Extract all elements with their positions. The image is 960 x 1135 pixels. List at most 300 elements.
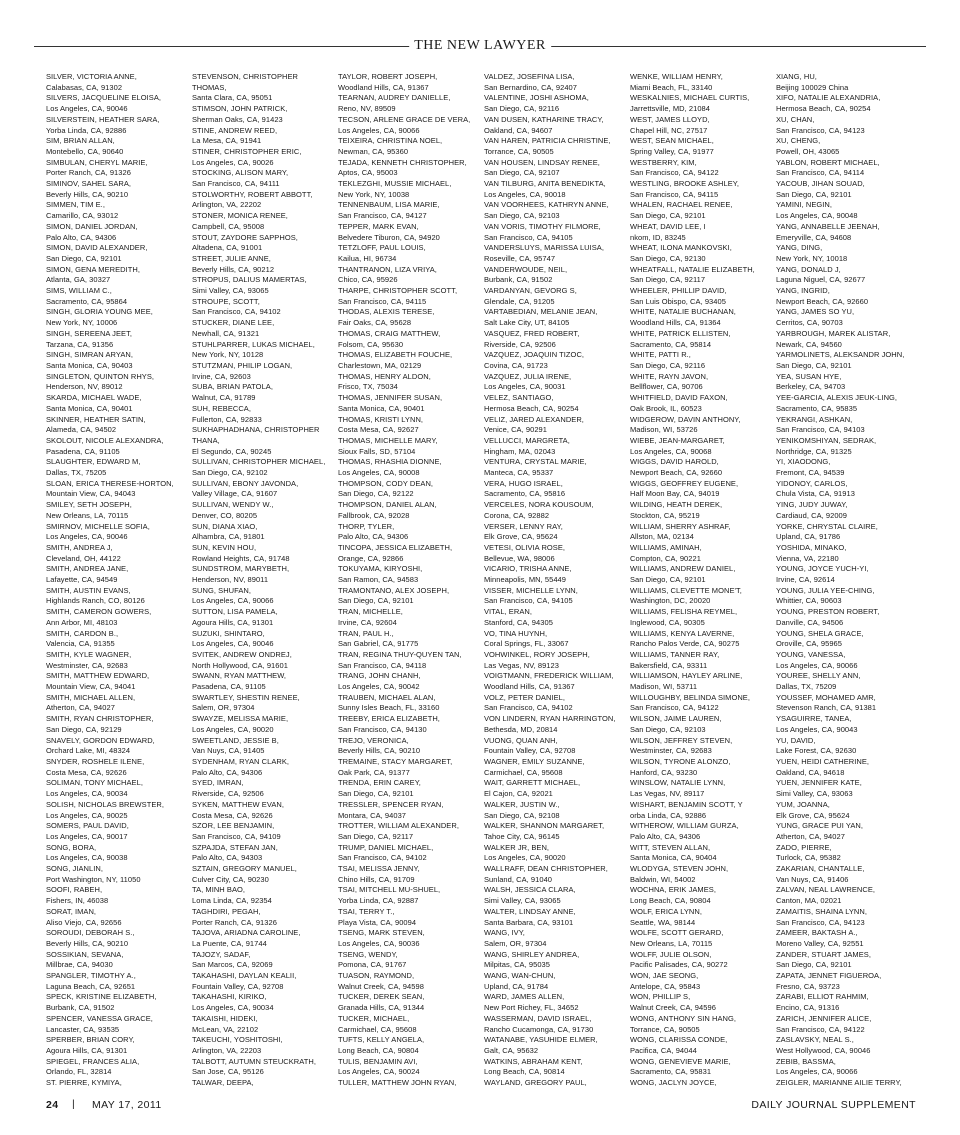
listing-entry	[338, 607, 478, 628]
entry-name: THOMAS, MICHELLE MARY,	[338, 435, 438, 445]
listing-entry	[192, 950, 332, 971]
listing-entry	[192, 650, 332, 671]
page-footer	[46, 1099, 916, 1113]
entry-location: San Gabriel, CA, 91775	[338, 639, 419, 649]
entry-location	[484, 1089, 624, 1090]
entry-name: SIMBULAN, CHERYL MARIE,	[46, 157, 148, 167]
entry-name: WALTER, LINDSAY ANNE,	[484, 906, 576, 916]
entry-name: SZTAIN, GREGORY MANUEL,	[192, 864, 297, 874]
entry-location: San Diego, CA, 92101	[338, 596, 414, 606]
entry-location: Sherman Oaks, CA, 91423	[192, 114, 283, 124]
listing-entry	[484, 843, 624, 864]
listing-entry	[776, 179, 916, 200]
entry-name: TAKAHASHI, KIRIKO,	[192, 992, 267, 1002]
listing-entry	[776, 522, 916, 543]
entry-location: San Diego, CA, 92117	[338, 831, 414, 841]
entry-name: TAGHDIRI, PEGAH,	[192, 906, 261, 916]
entry-name: SUNG, SHUFAN,	[192, 585, 251, 595]
listing-entry	[338, 564, 478, 585]
listing-entry	[776, 907, 916, 928]
listing-entry	[484, 736, 624, 757]
listing-entry	[338, 864, 478, 885]
entry-location: San Diego, CA, 92130	[630, 253, 706, 263]
entry-location: San Diego, CA, 92103	[484, 211, 560, 221]
entry-name: VELEZ, SANTIAGO,	[484, 393, 554, 403]
entry-name: TULLER, MATTHEW JOHN RYAN,	[338, 1078, 457, 1088]
listing-entry	[338, 885, 478, 906]
entry-name: WATKINS, ABRAHAM KENT,	[484, 1056, 583, 1066]
entry-location: Bellflower, CA, 90706	[630, 382, 703, 392]
entry-location: Lake Forest, CA, 92630	[776, 746, 857, 756]
entry-name: SIMINOV, SAHEL SARA,	[46, 179, 132, 189]
entry-name: WENKE, WILLIAM HENRY,	[630, 72, 723, 81]
entry-name: THOMPSON, CODY DEAN,	[338, 478, 434, 488]
entry-location: Santa Barbara, CA, 93101	[484, 917, 574, 927]
entry-name: STONER, MONICA RENEE,	[192, 211, 288, 221]
listing-entry	[776, 992, 916, 1013]
entry-name: SWAYZE, MELISSA MARIE,	[192, 714, 289, 724]
entry-name: VAN TILBURG, ANITA BENEDIKTA,	[484, 179, 606, 189]
entry-location: New Orleans, LA, 70115	[46, 510, 129, 520]
entry-name: VAN HOUSEN, LINDSAY RENEE,	[484, 157, 600, 167]
listing-entry	[338, 93, 478, 114]
entry-location: San Jose, CA, 95126	[192, 1067, 264, 1077]
entry-name: WHITE, PATTI R.,	[630, 350, 691, 360]
listing-entry	[338, 714, 478, 735]
listing-entry	[192, 586, 332, 607]
listing-entry	[630, 479, 770, 500]
entry-name: ZAPATA, JENNET FIGUEROA,	[776, 971, 882, 981]
entry-location: Reno, NV, 89509	[338, 104, 396, 114]
listing-entry	[484, 650, 624, 671]
entry-name: SPANGLER, TIMOTHY A.,	[46, 971, 136, 981]
listing-entry	[484, 522, 624, 543]
entry-name: YOUSSEF, MOHAMED AMR,	[776, 692, 876, 702]
footer-separator: |	[72, 1098, 76, 1110]
entry-location: Fountain Valley, CA, 92708	[484, 746, 576, 756]
entry-location: Baldwin, WI, 54002	[630, 874, 696, 884]
entry-name: YANG, DING,	[776, 243, 823, 253]
listing-entry	[46, 500, 186, 521]
entry-location: Tarzana, CA, 91356	[46, 339, 114, 349]
listing-entry	[484, 1014, 624, 1035]
entry-location: San Francisco, CA, 94115	[338, 296, 427, 306]
entry-location: San Francisco, CA, 94118	[338, 660, 427, 670]
listing-entry	[46, 436, 186, 457]
listing-entry	[484, 479, 624, 500]
entry-name: VOLZ, PETER DANIEL,	[484, 692, 565, 702]
entry-name: STINER, CHRISTOPHER ERIC,	[192, 146, 302, 156]
entry-location: Westminster, CA, 92683	[630, 746, 712, 756]
listing-entry	[192, 254, 332, 275]
entry-name: STOCKING, ALISON MARY,	[192, 168, 289, 178]
entry-location: Beverly Hills, CA, 90212	[192, 264, 275, 274]
entry-location: Stevenson Ranch, CA, 91381	[776, 703, 877, 713]
entry-name: SUTTON, LISA PAMELA,	[192, 607, 278, 617]
entry-name-continued: THANA,	[192, 435, 220, 445]
entry-location: El Cajon, CA, 92021	[484, 789, 553, 799]
entry-location: Newport Beach, CA, 92660	[776, 296, 869, 306]
entry-name: YACOUB, JIHAN SOUAD,	[776, 179, 865, 189]
entry-location: Walnut, CA, 91789	[192, 393, 256, 403]
listing-entry	[776, 607, 916, 628]
listing-entry	[484, 500, 624, 521]
entry-location: San Francisco, CA, 94122	[630, 168, 719, 178]
listing-entry	[192, 404, 332, 425]
entry-location: Newport Beach, CA, 92660	[630, 468, 723, 478]
entry-location: Sacramento, CA, 95835	[776, 403, 858, 413]
entry-name: WONG, ANTHONY SIN HANG,	[630, 1013, 737, 1023]
entry-location: Cardiaud, CA, 92009	[776, 510, 847, 520]
entry-location	[338, 1089, 478, 1090]
entry-location: Stanford, CA, 94305	[484, 617, 553, 627]
listing-entry	[484, 992, 624, 1013]
entry-name: VELIZ, JARED ALEXANDER,	[484, 414, 584, 424]
entry-name: SPERBER, BRIAN CORY,	[46, 1035, 135, 1045]
entry-name: ZEBIB, BASSMA,	[776, 1056, 836, 1066]
entry-name: VALDEZ, JOSEFINA LISA,	[484, 72, 575, 81]
masthead-title: THE NEW LAWYER	[409, 38, 551, 54]
listing-entry	[338, 350, 478, 371]
entry-name: WANG, SHIRLEY ANDREA,	[484, 949, 580, 959]
entry-name: WILLOUGHBY, BELINDA SIMONE,	[630, 692, 750, 702]
listing-entry	[484, 93, 624, 114]
entry-name: SUKHAPHADHANA, CHRISTOPHER	[192, 425, 320, 435]
listing-entry	[46, 907, 186, 928]
entry-name: THARPE, CHRISTOPHER SCOTT,	[338, 286, 458, 296]
entry-location: Chino Hills, CA, 91709	[338, 874, 415, 884]
entry-name: YARMOLINETS, ALEKSANDR JOHN,	[776, 350, 905, 360]
entry-name: WONG, JACLYN JOYCE,	[630, 1078, 717, 1088]
listing-entry	[484, 457, 624, 478]
entry-location: Woodland Hills, CA, 91367	[338, 82, 429, 92]
listing-entry	[192, 522, 332, 543]
entry-location: San Luis Obispo, CA, 93405	[630, 296, 726, 306]
listing-entry	[338, 329, 478, 350]
listing-entry	[46, 950, 186, 971]
entry-location: Laguna Beach, CA, 92651	[46, 981, 136, 991]
listing-entry	[338, 928, 478, 949]
entry-name: SIMON, DAVID ALEXANDER,	[46, 243, 148, 253]
entry-name: WHITE, RAYN JAVON,	[630, 371, 709, 381]
listing-entry	[192, 864, 332, 885]
listing-entry	[484, 265, 624, 286]
entry-name: WESTLING, BROOKE ASHLEY,	[630, 179, 740, 189]
entry-location: Laguna Niguel, CA, 92677	[776, 275, 866, 285]
listing-entry	[776, 1014, 916, 1035]
entry-location: Costa Mesa, CA, 92626	[46, 767, 127, 777]
entry-name: SOSSIKIAN, SEVANA,	[46, 949, 124, 959]
listing-entry	[484, 115, 624, 136]
entry-name: ST. PIERRE, KYMIYA,	[46, 1078, 122, 1088]
entry-location: Agoura Hills, CA, 91301	[192, 617, 274, 627]
listing-entry	[630, 564, 770, 585]
listing-entry	[630, 1057, 770, 1078]
entry-name: SYDENHAM, RYAN CLARK,	[192, 757, 290, 766]
entry-location: Coral Springs, FL, 33067	[484, 639, 569, 649]
listing-entry	[338, 522, 478, 543]
entry-name: TRAUBEN, MICHAEL ALAN,	[338, 692, 436, 702]
listing-entry	[776, 265, 916, 286]
entry-name: VITAL, ERAN,	[484, 607, 532, 617]
entry-location: San Francisco, CA, 94123	[776, 125, 865, 135]
entry-location: Aliso Viejo, CA, 92656	[46, 917, 122, 927]
entry-name: YENIKOMSHIYAN, SEDRAK,	[776, 435, 877, 445]
entry-name: ZAMAITIS, SHAINA LYNN,	[776, 906, 867, 916]
entry-name: TRENDA, ERIN CAREY,	[338, 778, 421, 788]
listing-entry	[338, 736, 478, 757]
entry-name: TREMAINE, STACY MARGARET,	[338, 757, 453, 766]
listing-entry	[46, 522, 186, 543]
entry-location: San Diego, CA, 92101	[776, 960, 852, 970]
entry-name: WHEATFALL, NATALIE ELIZABETH,	[630, 264, 755, 274]
entry-name: VAN VOORHEES, KATHRYN ANNE,	[484, 200, 609, 210]
listing-entry	[192, 190, 332, 211]
entry-name: STINE, ANDREW REED,	[192, 125, 278, 135]
listing-entry	[192, 607, 332, 628]
entry-name: SINGH, GLORIA YOUNG MEE,	[46, 307, 153, 317]
entry-name: VON LINDERN, RYAN HARRINGTON,	[484, 714, 616, 724]
entry-location: Millbrae, CA, 94030	[46, 960, 113, 970]
entry-location: Fishers, IN, 46038	[46, 896, 109, 906]
entry-location: San Francisco, CA, 94105	[484, 596, 573, 606]
entry-location: Emeryville, CA, 94608	[776, 232, 852, 242]
entry-name: SOLISH, NICHOLAS BREWSTER,	[46, 799, 164, 809]
entry-location: Bellevue, WA, 98006	[484, 553, 555, 563]
listing-entry	[46, 307, 186, 328]
entry-name: SORAT, IMAN,	[46, 906, 97, 916]
entry-location: Minneapolis, MN, 55449	[484, 575, 566, 585]
entry-location: Costa Mesa, CA, 92626	[192, 810, 273, 820]
listing-entry	[776, 158, 916, 179]
entry-name: WILLIAMS, FELISHA REYMEL,	[630, 607, 738, 617]
entry-name: YSAGUIRRE, TANEA,	[776, 714, 852, 724]
entry-location: San Francisco, CA, 94127	[338, 211, 427, 221]
listing-entry	[338, 650, 478, 671]
entry-location: Rancho Cucamonga, CA, 91730	[484, 1024, 594, 1034]
entry-name: TREEBY, ERICA ELIZABETH,	[338, 714, 440, 724]
listing-entry	[776, 800, 916, 821]
entry-location: Los Angeles, CA, 90042	[338, 682, 420, 692]
listing-entry	[630, 1078, 770, 1090]
entry-name: YOUNG, JOYCE YUCH-YI,	[776, 564, 869, 574]
listing-entry	[46, 971, 186, 992]
listing-entry	[46, 650, 186, 671]
entry-name: TENNENBAUM, LISA MARIE,	[338, 200, 440, 210]
entry-location: San Diego, CA, 92103	[630, 724, 706, 734]
listing-entry	[192, 425, 332, 457]
entry-location: Burbank, CA, 91502	[46, 1003, 115, 1013]
listing-entry	[630, 693, 770, 714]
entry-name: SLOAN, ERICA THERESE-HORTON,	[46, 478, 174, 488]
entry-name: YUNG, GRACE PUI YAN,	[776, 821, 863, 831]
entry-name: WILSON, JAIME LAUREN,	[630, 714, 722, 724]
listing-entry	[484, 543, 624, 564]
entry-name: YUM, JOANNA,	[776, 799, 830, 809]
entry-location: Arlington, VA, 22203	[192, 1045, 262, 1055]
listing-entry	[46, 843, 186, 864]
entry-location: Mountain View, CA, 94041	[46, 682, 136, 692]
listing-entry	[192, 971, 332, 992]
entry-name: TEPPER, MARK EVAN,	[338, 221, 419, 231]
listing-entry	[192, 1078, 332, 1090]
entry-location: Simi Valley, CA, 93065	[484, 896, 561, 906]
entry-name: SMITH, KYLE WAGNER,	[46, 649, 132, 659]
entry-location: Palo Alto, CA, 94306	[46, 232, 117, 242]
listing-entry	[338, 843, 478, 864]
listing-entry	[192, 629, 332, 650]
entry-location: Los Angeles, CA, 90066	[776, 660, 858, 670]
entry-location: Carmichael, CA, 95608	[338, 1024, 417, 1034]
entry-location: San Francisco, CA, 94103	[776, 425, 865, 435]
listing-entry	[484, 286, 624, 307]
entry-location: Woodland Hills, CA, 91364	[630, 318, 721, 328]
listing-entry	[630, 72, 770, 93]
entry-name: WAGNER, EMILY SUZANNE,	[484, 757, 585, 766]
listing-entry	[338, 415, 478, 436]
listing-entry	[630, 200, 770, 221]
entry-name: SIMMEN, TIM E.,	[46, 200, 105, 210]
entry-name: TRAN, PAUL H.,	[338, 628, 394, 638]
entry-location: Atlanta, GA, 30327	[46, 275, 111, 285]
listing-entry	[630, 650, 770, 671]
listing-entry	[484, 671, 624, 692]
entry-location: Van Nuys, CA, 91406	[776, 874, 849, 884]
entry-name: SZOR, LEE BENJAMIN,	[192, 821, 275, 831]
entry-location: Montara, CA, 94037	[338, 810, 407, 820]
entry-location: San Diego, CA, 92101	[776, 360, 852, 370]
entry-location: Pasadena, CA, 91105	[192, 682, 266, 692]
entry-name: WEST, SEAN MICHAEL,	[630, 136, 714, 146]
listing-entry	[192, 297, 332, 318]
entry-name: SUZUKI, SHINTARO,	[192, 628, 265, 638]
entry-name: SKINNER, HEATHER SATIN,	[46, 414, 146, 424]
listing-entry	[776, 243, 916, 264]
listing-entry	[776, 1057, 916, 1078]
entry-name: WEST, JAMES LLOYD,	[630, 114, 710, 124]
entry-name: THOMAS, KRISTI LYNN,	[338, 414, 424, 424]
entry-name: TSENG, WENDY,	[338, 949, 398, 959]
entry-location: San Diego, CA, 92101	[338, 789, 414, 799]
entry-name: WON, JAE SEONG,	[630, 971, 699, 981]
entry-location: Washington, DC, 20020	[630, 596, 711, 606]
listing-entry	[46, 543, 186, 564]
entry-name: STUCKER, DIANE LEE,	[192, 318, 275, 328]
issue-date: MAY 17, 2011	[92, 1099, 162, 1111]
entry-name: WARD, JAMES ALLEN,	[484, 992, 565, 1002]
listing-entry	[338, 778, 478, 799]
entry-name: VAZQUEZ, JOAQUIN TIZOC,	[484, 350, 585, 360]
listing-entry	[484, 714, 624, 735]
masthead	[34, 38, 926, 52]
entry-name: SNYDER, ROSHELE ILENE,	[46, 757, 145, 766]
entry-name: SWANN, RYAN MATTHEW,	[192, 671, 287, 681]
listing-entry	[192, 1057, 332, 1078]
entry-location: Sunland, CA, 91040	[484, 874, 553, 884]
entry-name: SIMON, DANIEL JORDAN,	[46, 221, 138, 231]
listing-entry	[46, 1057, 186, 1078]
entry-location: Chula Vista, CA, 91913	[776, 489, 855, 499]
entry-name: WIGGS, DAVID HAROLD,	[630, 457, 719, 467]
entry-name: YEE-GARCIA, ALEXIS JEUK-LING,	[776, 393, 898, 403]
entry-name: TROTTER, WILLIAM ALEXANDER,	[338, 821, 459, 831]
entry-location: Beverly Hills, CA, 90210	[338, 746, 421, 756]
entry-location: Aptos, CA, 95003	[338, 168, 398, 178]
listing-entry	[776, 457, 916, 478]
entry-location: Van Nuys, CA, 91405	[192, 746, 265, 756]
entry-location: Sioux Falls, SD, 57104	[338, 446, 416, 456]
listing-entry	[46, 179, 186, 200]
entry-name: WANG, WAN-CHUN,	[484, 971, 556, 981]
listing-entry	[484, 564, 624, 585]
entry-location: Long Beach, CA, 90804	[338, 1045, 419, 1055]
entry-location: San Francisco, CA, 94102	[192, 307, 281, 317]
listing-entry	[46, 778, 186, 799]
entry-location: Berkeley, CA, 94703	[776, 382, 846, 392]
listing-entry	[338, 693, 478, 714]
entry-location: Northridge, CA, 91325	[776, 446, 852, 456]
listing-entry	[192, 147, 332, 168]
entry-name: WOCHNA, ERIK JAMES,	[630, 885, 716, 895]
entry-name: VARDANYAN, GEVORG S,	[484, 286, 577, 296]
listing-entry	[192, 714, 332, 735]
listing-entry	[192, 992, 332, 1013]
listing-entry	[776, 500, 916, 521]
entry-location: Los Angeles, CA, 90048	[776, 211, 858, 221]
entry-location: Newhall, CA, 91321	[192, 328, 260, 338]
entry-name: TRAN, REGINA THUY-QUYEN TAN,	[338, 649, 462, 659]
listing-entry	[484, 350, 624, 371]
entry-location: Campbell, CA, 95008	[192, 221, 265, 231]
listing-entry	[776, 586, 916, 607]
listing-entry	[46, 415, 186, 436]
entry-location	[630, 1089, 770, 1090]
listing-entry	[46, 821, 186, 842]
entry-name: TINCOPA, JESSICA ELIZABETH,	[338, 542, 453, 552]
entry-name: TA, MINH BAO,	[192, 885, 246, 895]
entry-name: WINSLOW, NATALIE LYNN,	[630, 778, 726, 788]
entry-location: San Francisco, CA, 94105	[484, 232, 573, 242]
listing-entry	[776, 436, 916, 457]
entry-location: Fallbrook, CA, 92028	[338, 510, 410, 520]
entry-name: VARTABEDIAN, MELANIE JEAN,	[484, 307, 598, 317]
entry-name: TSAI, MELISSA JENNY,	[338, 864, 420, 874]
entry-location: Turlock, CA, 95382	[776, 853, 841, 863]
entry-location: Jarrettsville, MD, 21084	[630, 104, 710, 114]
entry-name: SONG, JIANLIN,	[46, 864, 103, 874]
entry-location: Alameda, CA, 94502	[46, 425, 117, 435]
entry-name: TRANG, JOHN CHANH,	[338, 671, 421, 681]
entry-name: SMITH, MICHAEL ALLEN,	[46, 692, 136, 702]
entry-name: WALLRAFF, DEAN CHRISTOPHER,	[484, 864, 608, 874]
listing-entry	[46, 607, 186, 628]
listing-entry	[630, 1035, 770, 1056]
entry-location: Los Angeles, CA, 90046	[46, 104, 128, 114]
entry-location: Inglewood, CA, 90305	[630, 617, 705, 627]
entry-location: Pasadena, CA, 91105	[46, 446, 120, 456]
listing-entry	[338, 307, 478, 328]
entry-location: Los Angeles, CA, 90034	[46, 789, 128, 799]
entry-name: WOLFE, SCOTT GERARD,	[630, 928, 724, 938]
entry-name: SUBA, BRIAN PATOLA,	[192, 382, 273, 392]
listing-entry	[192, 693, 332, 714]
listing-entry	[776, 415, 916, 436]
entry-location: Oak Brook, IL, 60523	[630, 403, 702, 413]
listing-entry	[484, 629, 624, 650]
entry-location: Palo Alto, CA, 94306	[630, 831, 701, 841]
entry-location: Beverly Hills, CA, 90210	[46, 938, 129, 948]
entry-location: Fair Oaks, CA, 95628	[338, 318, 412, 328]
